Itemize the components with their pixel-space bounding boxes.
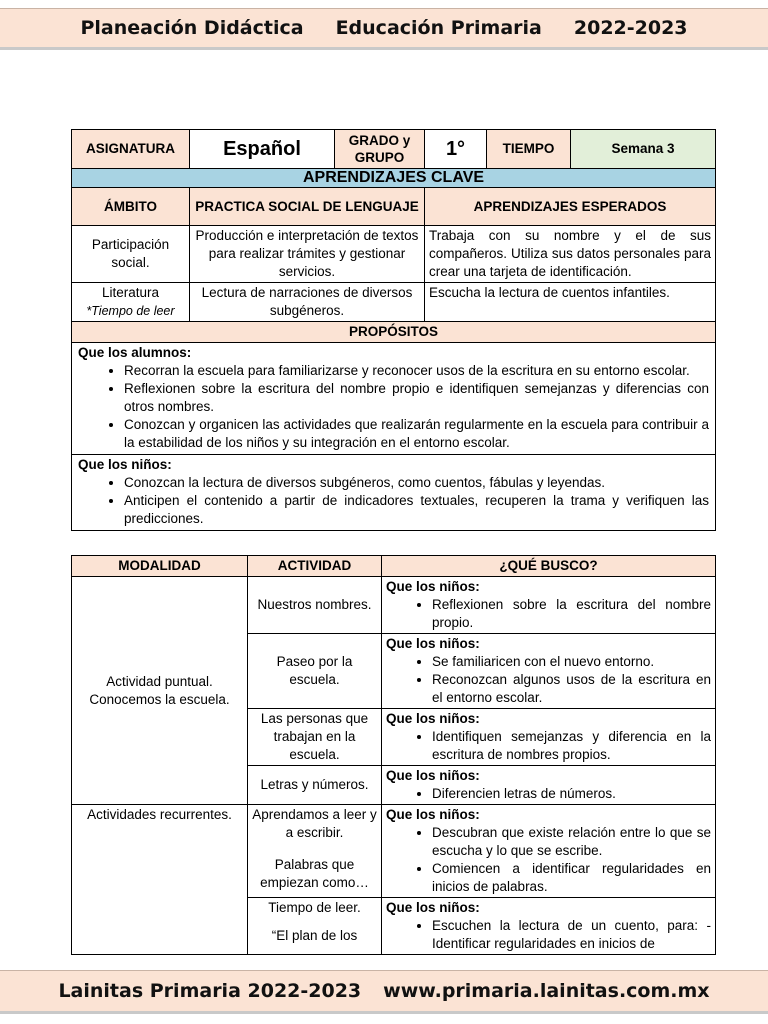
info-row [72,130,716,169]
list-item: • Conozcan la lectura de diversos subgéneros, como cuentos, fábulas y leyendas. [124,474,709,492]
que-label: Que los niños: [386,768,480,783]
que-label: Que los niños: [386,579,480,594]
busco-cell [382,766,716,805]
col-modalidad: MODALIDAD [72,556,248,577]
col-busco: ¿QUÉ BUSCO? [382,556,716,577]
col-practica: PRACTICA SOCIAL DE LENGUAJE [190,188,425,226]
practica-cell: Lectura de narraciones de diversos subgéneros. [190,283,425,322]
header-banner [0,8,768,50]
header-year: 2022-2023 [573,17,688,39]
ambito-cell: Participación social. [72,226,190,283]
aprendizaje-row [72,226,716,283]
footer-url[interactable]: www.primaria.lainitas.com.mx [383,980,710,1002]
busco-cell [382,577,716,634]
actividad-text: “El plan de los [271,928,358,943]
planning-table [71,129,716,531]
ninos-list [78,474,709,528]
practica-cell: Producción e interpretación de textos para realizar trámites y gestionar servicios. [190,226,425,283]
que-label: Que los niños: [386,711,480,726]
modalidad-cell: Actividad puntual. Conocemos la escuela. [72,577,248,805]
actividad-cell: Nuestros nombres. [248,577,382,634]
table-row [72,577,716,634]
list-item: • Conozcan y organicen las actividades que realizarán regularmente en la escuela para contribuir a la estabilidad de los niños y su integración en el entorno escolar. [124,416,709,452]
alumnos-heading: Que los alumnos: [78,345,192,360]
list-item: • Reflexionen sobre la escritura del nombre propio. [432,596,711,632]
busco-cell [382,634,716,709]
table-row [72,805,716,898]
tiempo-value: Semana 3 [571,130,716,169]
actividad-cell: Paseo por la escuela. [248,634,382,709]
list-item: • Descubran que existe relación entre lo que se escucha y lo que se escribe. [432,824,711,860]
actividad-text: Palabras que empiezan como… [260,857,369,890]
ambito-cell [72,283,190,322]
list-item: • Escuchen la lectura de un cuento, para: -Identificar regularidades en inicios de [432,917,711,953]
grado-value: 1° [425,130,487,169]
propositos-title: PROPÓSITOS [72,322,716,343]
esperado-cell: Escucha la lectura de cuentos infantiles. [425,283,716,322]
list-item: • Comiencen a identificar regularidades en inicios de palabras. [432,860,711,896]
col-actividad: ACTIVIDAD [248,556,382,577]
alumnos-list [78,362,709,452]
busco-cell [382,805,716,898]
que-label: Que los niños: [386,900,480,915]
list-item: • Se familiaricen con el nuevo entorno. [432,653,711,671]
header-title: Planeación Didáctica [80,17,304,39]
actividad-cell [248,898,382,955]
actividad-text: Tiempo de leer. [268,900,361,915]
actividad-cell: Letras y números. [248,766,382,805]
busco-cell [382,709,716,766]
aprendizajes-title: APRENDIZAJES CLAVE [72,169,716,188]
list-item: • Recorran la escuela para familiarizarse y reconocer usos de la escritura en su entorno escolar. [124,362,709,380]
propositos-alumnos [72,343,716,455]
que-label: Que los niños: [386,807,480,822]
actividad-cell: Las personas que trabajan en la escuela. [248,709,382,766]
busco-cell [382,898,716,955]
col-ambito: ÁMBITO [72,188,190,226]
tiempo-label: TIEMPO [487,130,571,169]
list-item: • Identifiquen semejanzas y diferencia en la escritura de nombres propios. [432,728,711,764]
col-esperados: APRENDIZAJES ESPERADOS [425,188,716,226]
aprendizaje-row [72,283,716,322]
esperado-cell: Trabaja con su nombre y el de sus compañeros. Utiliza sus datos personales para crear una tarjeta de identificación. [425,226,716,283]
list-item: • Diferencien letras de números. [432,785,711,803]
propositos-ninos [72,455,716,531]
footer-brand: Lainitas Primaria 2022-2023 [58,980,362,1002]
actividad-text: Aprendamos a leer y a escribir. [252,807,377,840]
modalidad-cell: Actividades recurrentes. [72,805,248,955]
list-item: • Anticipen el contenido a partir de indicadores textuales, recuperen la trama y verifiquen las predicciones. [124,492,709,528]
asignatura-label: ASIGNATURA [72,130,190,169]
ambito-note: *Tiempo de leer [86,304,175,318]
ninos-heading: Que los niños: [78,457,172,472]
activities-table [71,555,716,955]
que-label: Que los niños: [386,636,480,651]
header-level: Educación Primaria [335,17,542,39]
list-item: • Reconozcan algunos usos de la escritura en el entorno escolar. [432,671,711,707]
list-item: • Reflexionen sobre la escritura del nombre propio e identifiquen semejanzas y diferencias con otros nombres. [124,380,709,416]
footer-banner [0,970,768,1014]
actividad-cell [248,805,382,898]
grado-label: GRADO y GRUPO [335,130,425,169]
ambito-text: Literatura [101,285,160,300]
asignatura-value: Español [190,130,335,169]
